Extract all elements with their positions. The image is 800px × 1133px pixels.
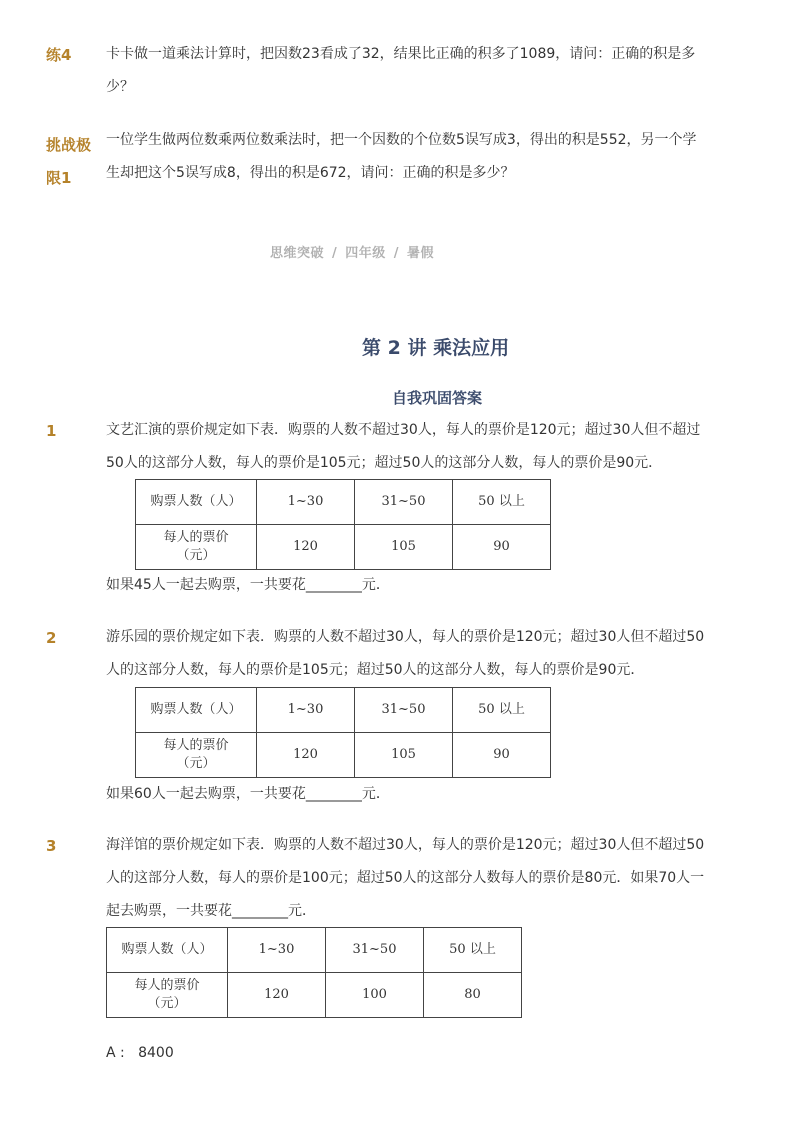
answer-3: A : 8400 [106, 1045, 174, 1061]
price-table-2 [135, 687, 551, 778]
table-cell: 80 [424, 973, 522, 1018]
table-cell: 120 [257, 733, 355, 778]
question-text-1 [106, 414, 766, 480]
table-cell: 90 [453, 733, 551, 778]
text-line: 卡卡做一道乘法计算时，把因数23看成了32，结果比正确的积多了1089，请问：正确的积是多 [106, 46, 696, 62]
text-line: 50人的这部分人数，每人的票价是105元；超过50人的这部分人数，每人的票价是90元． [106, 455, 663, 471]
table-cell: 120 [257, 525, 355, 570]
label-line: 限1 [46, 169, 72, 187]
footer-term: 暑假 [407, 246, 435, 261]
table-header-cell: 购票人数（人） [136, 688, 257, 733]
price-table-1 [135, 479, 551, 570]
question-number-1: 1 [46, 422, 57, 440]
text-line: 一位学生做两位数乘两位数乘法时，把一个因数的个位数5误写成3，得出的积是552，另一个学 [106, 132, 697, 148]
text-line: 人的这部分人数，每人的票价是100元；超过50人的这部分人数每人的票价是80元．如果70人一 [106, 870, 705, 886]
text-line: 人的这部分人数，每人的票价是105元；超过50人的这部分人数，每人的票价是90元． [106, 662, 645, 678]
footer-series: 思维突破 [270, 246, 325, 261]
text-line: 起去购票，一共要花________元． [106, 903, 316, 919]
table-header-cell: 50 以上 [453, 480, 551, 525]
page-footer [270, 242, 434, 261]
table-cell: 105 [355, 733, 453, 778]
text-line: 少？ [106, 79, 134, 95]
table-header-cell: 1~30 [257, 688, 355, 733]
question-prompt-1: 如果45人一起去购票，一共要花________元． [106, 577, 390, 593]
table-cell: 90 [453, 525, 551, 570]
table-header-cell: 购票人数（人） [107, 928, 228, 973]
text-line: 文艺汇演的票价规定如下表．购票的人数不超过30人，每人的票价是120元；超过30人但不超过 [106, 422, 701, 438]
problem-text-practice-4 [106, 38, 766, 104]
question-text-2 [106, 621, 766, 687]
table-header-cell: 31~50 [355, 480, 453, 525]
row-head-line: 每人的票价 [163, 530, 229, 545]
price-table-3 [106, 927, 522, 1018]
table-header-cell: 50 以上 [424, 928, 522, 973]
question-prompt-2: 如果60人一起去购票，一共要花________元． [106, 786, 390, 802]
row-head-line: （元） [176, 756, 216, 771]
table-row-head [136, 525, 257, 570]
table-cell: 120 [228, 973, 326, 1018]
row-head-line: （元） [147, 996, 187, 1011]
question-text-3 [106, 829, 766, 928]
question-number-2: 2 [46, 629, 57, 647]
problem-label-practice-4: 练4 [46, 46, 72, 64]
table-header-cell: 1~30 [228, 928, 326, 973]
footer-separator: / [332, 246, 338, 261]
text-line: 生却把这个5误写成8，得出的积是672，请问：正确的积是多少？ [106, 165, 515, 181]
row-head-line: 每人的票价 [163, 738, 229, 753]
section-title: 自我巩固答案 [392, 389, 483, 407]
problem-label-challenge-1 [46, 129, 91, 195]
table-header-cell: 50 以上 [453, 688, 551, 733]
label-line: 挑战极 [46, 136, 92, 154]
table-row-head [107, 973, 228, 1018]
table-cell: 105 [355, 525, 453, 570]
table-cell: 100 [326, 973, 424, 1018]
table-header-cell: 购票人数（人） [136, 480, 257, 525]
table-header-cell: 31~50 [355, 688, 453, 733]
text-line: 游乐园的票价规定如下表．购票的人数不超过30人，每人的票价是120元；超过30人但不超过50 [106, 629, 705, 645]
problem-text-challenge-1 [106, 124, 766, 190]
table-row-head [136, 733, 257, 778]
footer-grade: 四年级 [345, 246, 386, 261]
table-header-cell: 1~30 [257, 480, 355, 525]
lecture-title: 第 2 讲 乘法应用 [362, 337, 510, 359]
row-head-line: （元） [176, 548, 216, 563]
text-line: 海洋馆的票价规定如下表．购票的人数不超过30人，每人的票价是120元；超过30人但不超过50 [106, 837, 705, 853]
row-head-line: 每人的票价 [134, 978, 200, 993]
table-header-cell: 31~50 [326, 928, 424, 973]
question-number-3: 3 [46, 837, 57, 855]
footer-separator: / [393, 246, 400, 261]
